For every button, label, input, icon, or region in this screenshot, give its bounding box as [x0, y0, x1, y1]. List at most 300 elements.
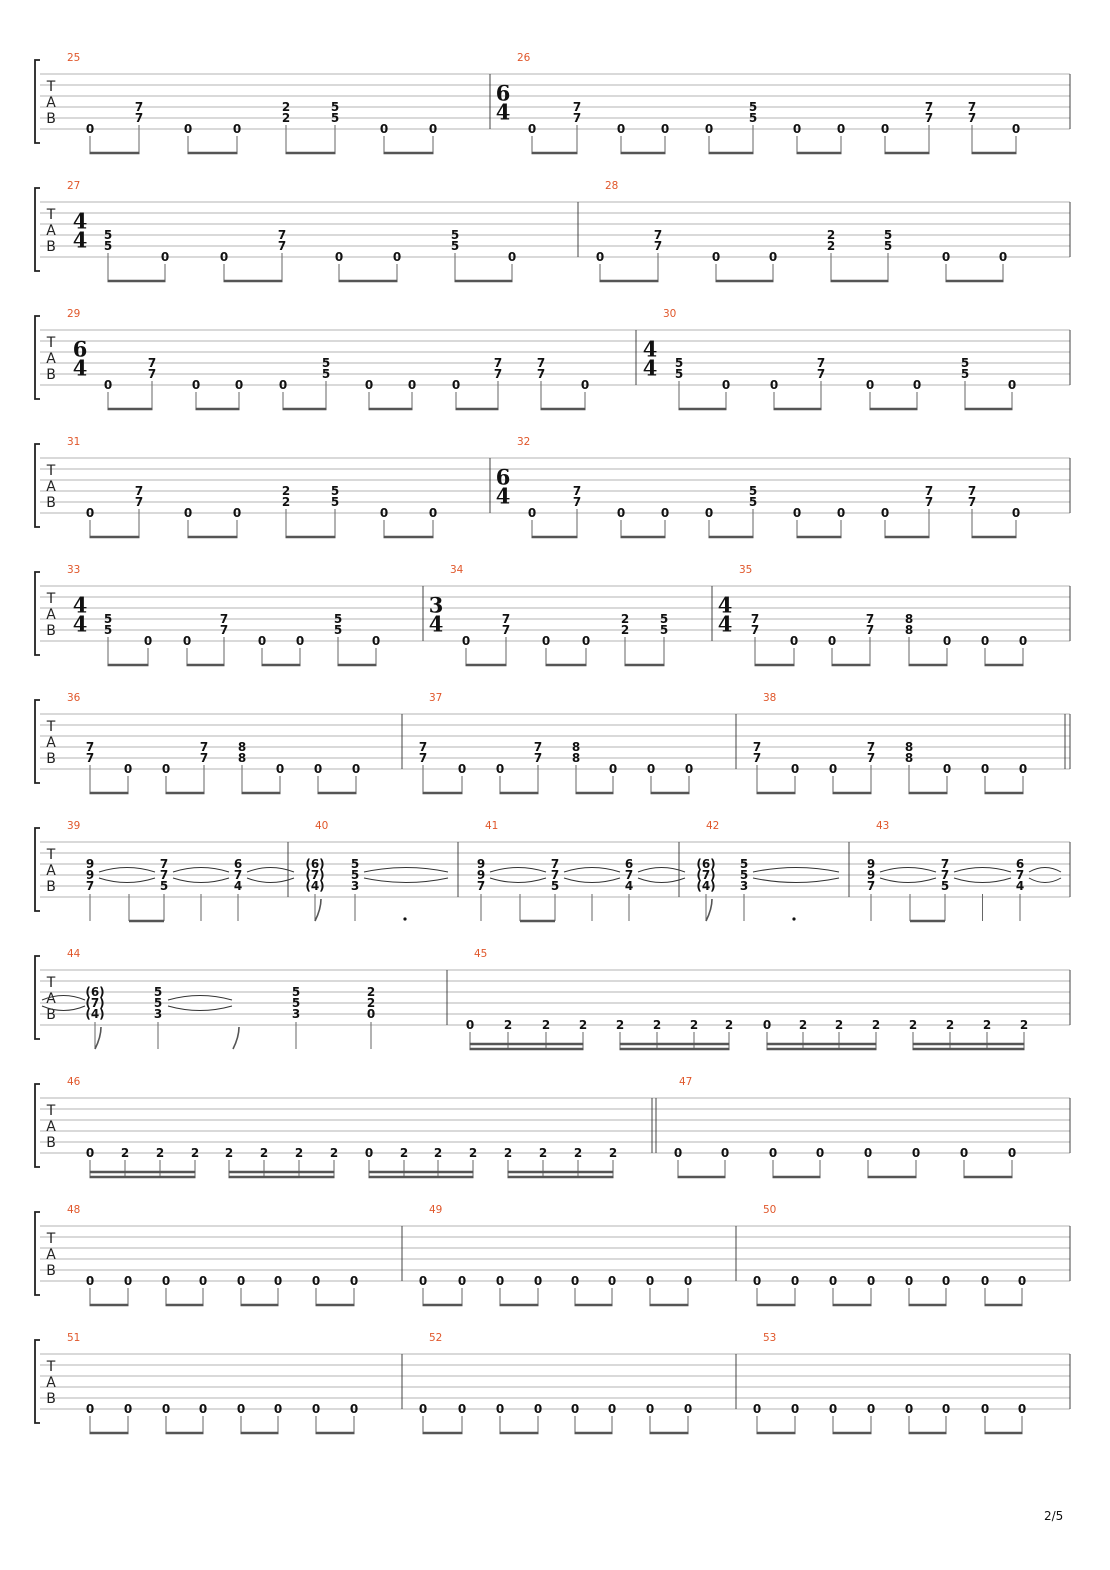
fret-number: 0 [752, 1402, 762, 1416]
tie-arc [364, 868, 448, 873]
fret-number: 0 [752, 1274, 762, 1288]
measure-number: 47 [679, 1076, 693, 1088]
fret-number: 7 [1015, 868, 1025, 882]
fret-number: 2 [945, 1018, 955, 1032]
measure-number: 37 [429, 692, 443, 704]
tie-arc [564, 868, 620, 873]
fret-number: 0 [364, 1146, 374, 1160]
fret-number: 0 [828, 1274, 838, 1288]
fret-number: 0 [570, 1274, 580, 1288]
measure-number: 48 [67, 1204, 81, 1216]
fret-number: 0 [311, 1402, 321, 1416]
fret-number: 0 [836, 506, 846, 520]
fret-number: 0 [371, 634, 381, 648]
fret-number: 4 [1015, 879, 1025, 893]
system-bracket [35, 316, 40, 399]
fret-number: 7 [940, 868, 950, 882]
fret-number: 7 [624, 868, 634, 882]
fret-number: 0 [660, 506, 670, 520]
fret-number: 5 [739, 868, 749, 882]
measure-number: 34 [450, 564, 464, 576]
fret-number: 7 [159, 857, 169, 871]
tie-arc [247, 878, 294, 883]
tab-clef-letter: T [46, 79, 56, 95]
fret-number: 0 [865, 378, 875, 392]
fret-number: 0 [1018, 762, 1028, 776]
tie-arc [490, 878, 546, 883]
fret-number: 7 [752, 751, 762, 765]
fret-number: 2 [329, 1146, 339, 1160]
fret-number: 2 [871, 1018, 881, 1032]
measure-number: 33 [67, 564, 81, 576]
fret-number: 5 [550, 879, 560, 893]
time-signature-numerator: 3 [428, 592, 444, 618]
fret-number: 8 [904, 740, 914, 754]
fret-number: 5 [960, 356, 970, 370]
tab-clef-letter: B [46, 1135, 56, 1151]
fret-number: 5 [153, 996, 163, 1010]
fret-number: 0 [191, 378, 201, 392]
fret-number: 0 [232, 122, 242, 136]
fret-number: 0 [278, 378, 288, 392]
measure-number: 35 [739, 564, 753, 576]
fret-number: 0 [789, 634, 799, 648]
tie-arc [954, 868, 1011, 873]
note-flag [315, 899, 321, 921]
fret-number: 0 [769, 378, 779, 392]
measure-number: 50 [763, 1204, 777, 1216]
fret-number: 7 [940, 857, 950, 871]
fret-number: 3 [291, 1007, 301, 1021]
fret-number: 0 [880, 122, 890, 136]
tab-clef-letter: T [46, 207, 56, 223]
tab-clef-letter: B [46, 751, 56, 767]
note-flag [706, 899, 712, 921]
fret-number: 5 [330, 495, 340, 509]
fret-number: 5 [103, 623, 113, 637]
fret-number: 0 [570, 1402, 580, 1416]
fret-number: 0 [980, 1402, 990, 1416]
fret-number: 0 [379, 122, 389, 136]
tab-system [35, 1204, 1070, 1305]
fret-number: 0 [273, 1402, 283, 1416]
fret-number: 0 [828, 762, 838, 776]
fret-number: 5 [330, 100, 340, 114]
fret-number: 0 [768, 1146, 778, 1160]
measure-number: 46 [67, 1076, 81, 1088]
fret-number: 2 [190, 1146, 200, 1160]
fret-number: 0 [980, 1274, 990, 1288]
tab-system [35, 692, 1070, 793]
fret-number: 0 [792, 122, 802, 136]
fret-number: 0 [533, 1274, 543, 1288]
tie-arc [638, 878, 685, 883]
fret-number: 0 [836, 122, 846, 136]
fret-number: 0 [392, 250, 402, 264]
fret-number: 2 [608, 1146, 618, 1160]
fret-number: 7 [418, 740, 428, 754]
measure-number: 39 [67, 820, 81, 832]
system-bracket [35, 828, 40, 911]
fret-number: 0 [942, 762, 952, 776]
fret-number: 0 [704, 122, 714, 136]
measure-number: 43 [876, 820, 890, 832]
fret-number: 0 [351, 762, 361, 776]
fret-number: 0 [790, 762, 800, 776]
measure-number: 41 [485, 820, 499, 832]
fret-number: (4) [305, 879, 325, 893]
tab-clef-letter: A [46, 991, 56, 1007]
fret-number: 0 [418, 1402, 428, 1416]
time-signature-numerator: 4 [72, 592, 88, 618]
system-bracket [35, 1084, 40, 1167]
fret-number: 0 [85, 1146, 95, 1160]
fret-number: 5 [103, 228, 113, 242]
fret-number: 0 [407, 378, 417, 392]
fret-number: 0 [828, 1402, 838, 1416]
fret-number: 0 [143, 634, 153, 648]
fret-number: 0 [645, 1402, 655, 1416]
fret-number: 6 [1015, 857, 1025, 871]
tie-arc [99, 868, 155, 873]
fret-number: 0 [616, 122, 626, 136]
tab-clef-letter: B [46, 111, 56, 127]
fret-number: 0 [533, 1402, 543, 1416]
tie-arc [564, 878, 620, 883]
tie-arc [954, 878, 1011, 883]
fret-number: 0 [683, 1274, 693, 1288]
fret-number: 0 [959, 1146, 969, 1160]
page-number: 2/5 [1044, 1509, 1064, 1523]
fret-number: 0 [366, 1007, 376, 1021]
measure-number: 38 [763, 692, 777, 704]
fret-number: 6 [624, 857, 634, 871]
fret-number: 2 [281, 100, 291, 114]
fret-number: 7 [277, 228, 287, 242]
fret-number: 0 [451, 378, 461, 392]
tie-arc [173, 868, 229, 873]
fret-number: 0 [461, 634, 471, 648]
measure-number: 25 [67, 52, 81, 64]
fret-number: 0 [792, 506, 802, 520]
tab-clef-letter: T [46, 1231, 56, 1247]
tab-clef-letter: A [46, 1119, 56, 1135]
fret-number: 7 [572, 484, 582, 498]
fret-number: 7 [572, 495, 582, 509]
time-signature-denominator: 4 [72, 355, 88, 381]
fret-number: 7 [134, 100, 144, 114]
fret-number: 7 [199, 751, 209, 765]
tab-clef-letter: T [46, 463, 56, 479]
tab-clef-letter: B [46, 879, 56, 895]
fret-number: 6 [233, 857, 243, 871]
measure-number: 53 [763, 1332, 777, 1344]
fret-number: (6) [85, 985, 105, 999]
fret-number: 0 [457, 1274, 467, 1288]
tie-arc [753, 878, 839, 883]
fret-number: 0 [768, 250, 778, 264]
measure-number: 42 [706, 820, 720, 832]
tab-clef-letter: B [46, 1391, 56, 1407]
fret-number: 5 [333, 612, 343, 626]
fret-number: 2 [982, 1018, 992, 1032]
fret-number: 7 [550, 857, 560, 871]
fret-number: 0 [684, 762, 694, 776]
tab-clef-letter: B [46, 1007, 56, 1023]
tie-arc [168, 996, 232, 1001]
time-signature-denominator: 4 [428, 611, 444, 637]
fret-number: 0 [182, 634, 192, 648]
fret-number: 0 [815, 1146, 825, 1160]
fret-number: 0 [607, 1402, 617, 1416]
tab-clef-letter: T [46, 847, 56, 863]
tie-arc [1029, 878, 1061, 883]
fret-number: 0 [236, 1274, 246, 1288]
fret-number: 0 [980, 762, 990, 776]
fret-number: 5 [748, 484, 758, 498]
measure-number: 45 [474, 948, 488, 960]
fret-number: 0 [711, 250, 721, 264]
fret-number: 5 [659, 612, 669, 626]
fret-number: 0 [941, 1402, 951, 1416]
fret-number: 7 [653, 239, 663, 253]
fret-number: 0 [683, 1402, 693, 1416]
fret-number: 5 [350, 868, 360, 882]
fret-number: 7 [967, 111, 977, 125]
fret-number: 5 [350, 857, 360, 871]
fret-number: 8 [237, 751, 247, 765]
fret-number: 2 [652, 1018, 662, 1032]
fret-number: 0 [198, 1274, 208, 1288]
fret-number: 0 [660, 122, 670, 136]
fret-number: (7) [696, 868, 716, 882]
fret-number: 0 [85, 1274, 95, 1288]
time-signature-numerator: 6 [72, 336, 88, 362]
fret-number: 2 [573, 1146, 583, 1160]
fret-number: 0 [428, 506, 438, 520]
fret-number: (4) [696, 879, 716, 893]
fret-number: 0 [912, 378, 922, 392]
fret-number: 5 [291, 985, 301, 999]
tie-arc [173, 878, 229, 883]
fret-number: 7 [233, 868, 243, 882]
fret-number: 0 [941, 1274, 951, 1288]
tab-clef-letter: A [46, 1375, 56, 1391]
tab-clef-letter: A [46, 863, 56, 879]
tab-system [35, 180, 1070, 281]
fret-number: 2 [834, 1018, 844, 1032]
fret-number: 0 [183, 506, 193, 520]
fret-number: 7 [147, 356, 157, 370]
fret-number: 9 [476, 857, 486, 871]
time-signature-denominator: 4 [495, 483, 511, 509]
fret-number: 0 [465, 1018, 475, 1032]
fret-number: 0 [1017, 1402, 1027, 1416]
fret-number: 8 [571, 751, 581, 765]
fret-number: 5 [450, 239, 460, 253]
fret-number: 0 [1011, 122, 1021, 136]
time-signature-denominator: 4 [717, 611, 733, 637]
system-bracket [35, 572, 40, 655]
fret-number: 0 [790, 1402, 800, 1416]
tie-arc [1029, 868, 1061, 873]
fret-number: 7 [866, 879, 876, 893]
time-signature-numerator: 4 [717, 592, 733, 618]
fret-number: 7 [866, 751, 876, 765]
fret-number: 0 [904, 1402, 914, 1416]
measure-number: 26 [517, 52, 531, 64]
fret-number: (7) [85, 996, 105, 1010]
fret-number: 0 [1018, 634, 1028, 648]
measure-number: 36 [67, 692, 81, 704]
fret-number: 5 [103, 612, 113, 626]
fret-number: 7 [85, 740, 95, 754]
fret-number: 0 [295, 634, 305, 648]
tab-clef-letter: B [46, 1263, 56, 1279]
fret-number: 0 [645, 1274, 655, 1288]
tab-clef-letter: B [46, 239, 56, 255]
fret-number: 0 [507, 250, 517, 264]
fret-number: 2 [281, 111, 291, 125]
fret-number: 7 [536, 356, 546, 370]
tab-clef-letter: T [46, 719, 56, 735]
measure-number: 27 [67, 180, 81, 192]
fret-number: 0 [234, 378, 244, 392]
fret-number: 5 [159, 879, 169, 893]
time-signature-denominator: 4 [72, 227, 88, 253]
fret-number: 2 [578, 1018, 588, 1032]
fret-number: 0 [595, 250, 605, 264]
fret-number: 7 [653, 228, 663, 242]
time-signature-numerator: 6 [495, 464, 511, 490]
fret-number: 5 [103, 239, 113, 253]
fret-number: 7 [219, 623, 229, 637]
fret-number: 2 [538, 1146, 548, 1160]
tie-arc [753, 868, 839, 873]
fret-number: 8 [904, 612, 914, 626]
tab-clef-letter: B [46, 367, 56, 383]
fret-number: 0 [123, 1402, 133, 1416]
tie-arc [880, 868, 936, 873]
fret-number: 7 [816, 367, 826, 381]
fret-number: 0 [85, 506, 95, 520]
fret-number: 0 [527, 506, 537, 520]
fret-number: 5 [674, 367, 684, 381]
fret-number: 7 [967, 495, 977, 509]
fret-number: 7 [924, 111, 934, 125]
fret-number: 0 [541, 634, 551, 648]
fret-number: 0 [379, 506, 389, 520]
system-bracket [35, 444, 40, 527]
fret-number: 7 [493, 356, 503, 370]
fret-number: 7 [967, 100, 977, 114]
dot [403, 917, 406, 920]
fret-number: 5 [674, 356, 684, 370]
fret-number: 4 [624, 879, 634, 893]
fret-number: 2 [826, 239, 836, 253]
fret-number: 7 [476, 879, 486, 893]
fret-number: 0 [232, 506, 242, 520]
fret-number: 7 [572, 100, 582, 114]
dot [792, 917, 795, 920]
fret-number: 2 [1019, 1018, 1029, 1032]
fret-number: 2 [468, 1146, 478, 1160]
fret-number: 0 [418, 1274, 428, 1288]
fret-number: (7) [305, 868, 325, 882]
fret-number: 7 [134, 495, 144, 509]
fret-number: 0 [364, 378, 374, 392]
fret-number: 5 [291, 996, 301, 1010]
fret-number: 7 [752, 740, 762, 754]
fret-number: 7 [219, 612, 229, 626]
fret-number: 2 [908, 1018, 918, 1032]
fret-number: 7 [199, 740, 209, 754]
fret-number: 0 [457, 762, 467, 776]
fret-number: 4 [233, 879, 243, 893]
fret-number: 9 [866, 868, 876, 882]
fret-number: 7 [924, 484, 934, 498]
fret-number: 0 [866, 1274, 876, 1288]
fret-number: 2 [724, 1018, 734, 1032]
tab-system [35, 820, 1070, 921]
fret-number: 0 [941, 250, 951, 264]
fret-number: 0 [998, 250, 1008, 264]
fret-number: 0 [311, 1274, 321, 1288]
fret-number: 7 [533, 751, 543, 765]
fret-number: 0 [349, 1274, 359, 1288]
fret-number: 7 [159, 868, 169, 882]
fret-number: 0 [219, 250, 229, 264]
measure-number: 32 [517, 436, 531, 448]
fret-number: 5 [330, 111, 340, 125]
tab-clef-letter: T [46, 1359, 56, 1375]
fret-number: 7 [147, 367, 157, 381]
fret-number: 0 [313, 762, 323, 776]
fret-number: 7 [750, 612, 760, 626]
tab-clef-letter: A [46, 607, 56, 623]
fret-number: 2 [541, 1018, 551, 1032]
fret-number: 9 [866, 857, 876, 871]
fret-number: 2 [826, 228, 836, 242]
tie-arc [168, 1006, 232, 1011]
measure-number: 29 [67, 308, 81, 320]
fret-number: 5 [940, 879, 950, 893]
fret-number: 7 [865, 623, 875, 637]
fret-number: (4) [85, 1007, 105, 1021]
system-bracket [35, 60, 40, 143]
fret-number: 5 [883, 239, 893, 253]
tab-clef-letter: T [46, 1103, 56, 1119]
fret-number: 8 [904, 623, 914, 637]
fret-number: 0 [273, 1274, 283, 1288]
fret-number: 2 [615, 1018, 625, 1032]
fret-number: 7 [924, 100, 934, 114]
fret-number: 7 [572, 111, 582, 125]
tab-clef-letter: T [46, 975, 56, 991]
fret-number: (6) [696, 857, 716, 871]
fret-number: 2 [798, 1018, 808, 1032]
note-flag [95, 1027, 101, 1049]
fret-number: 0 [161, 762, 171, 776]
system-bracket [35, 1212, 40, 1295]
fret-number: 0 [236, 1402, 246, 1416]
fret-number: 0 [495, 1274, 505, 1288]
time-signature-denominator: 4 [72, 611, 88, 637]
fret-number: 8 [904, 751, 914, 765]
fret-number: 0 [863, 1146, 873, 1160]
tab-clef-letter: T [46, 335, 56, 351]
fret-number: 7 [550, 868, 560, 882]
